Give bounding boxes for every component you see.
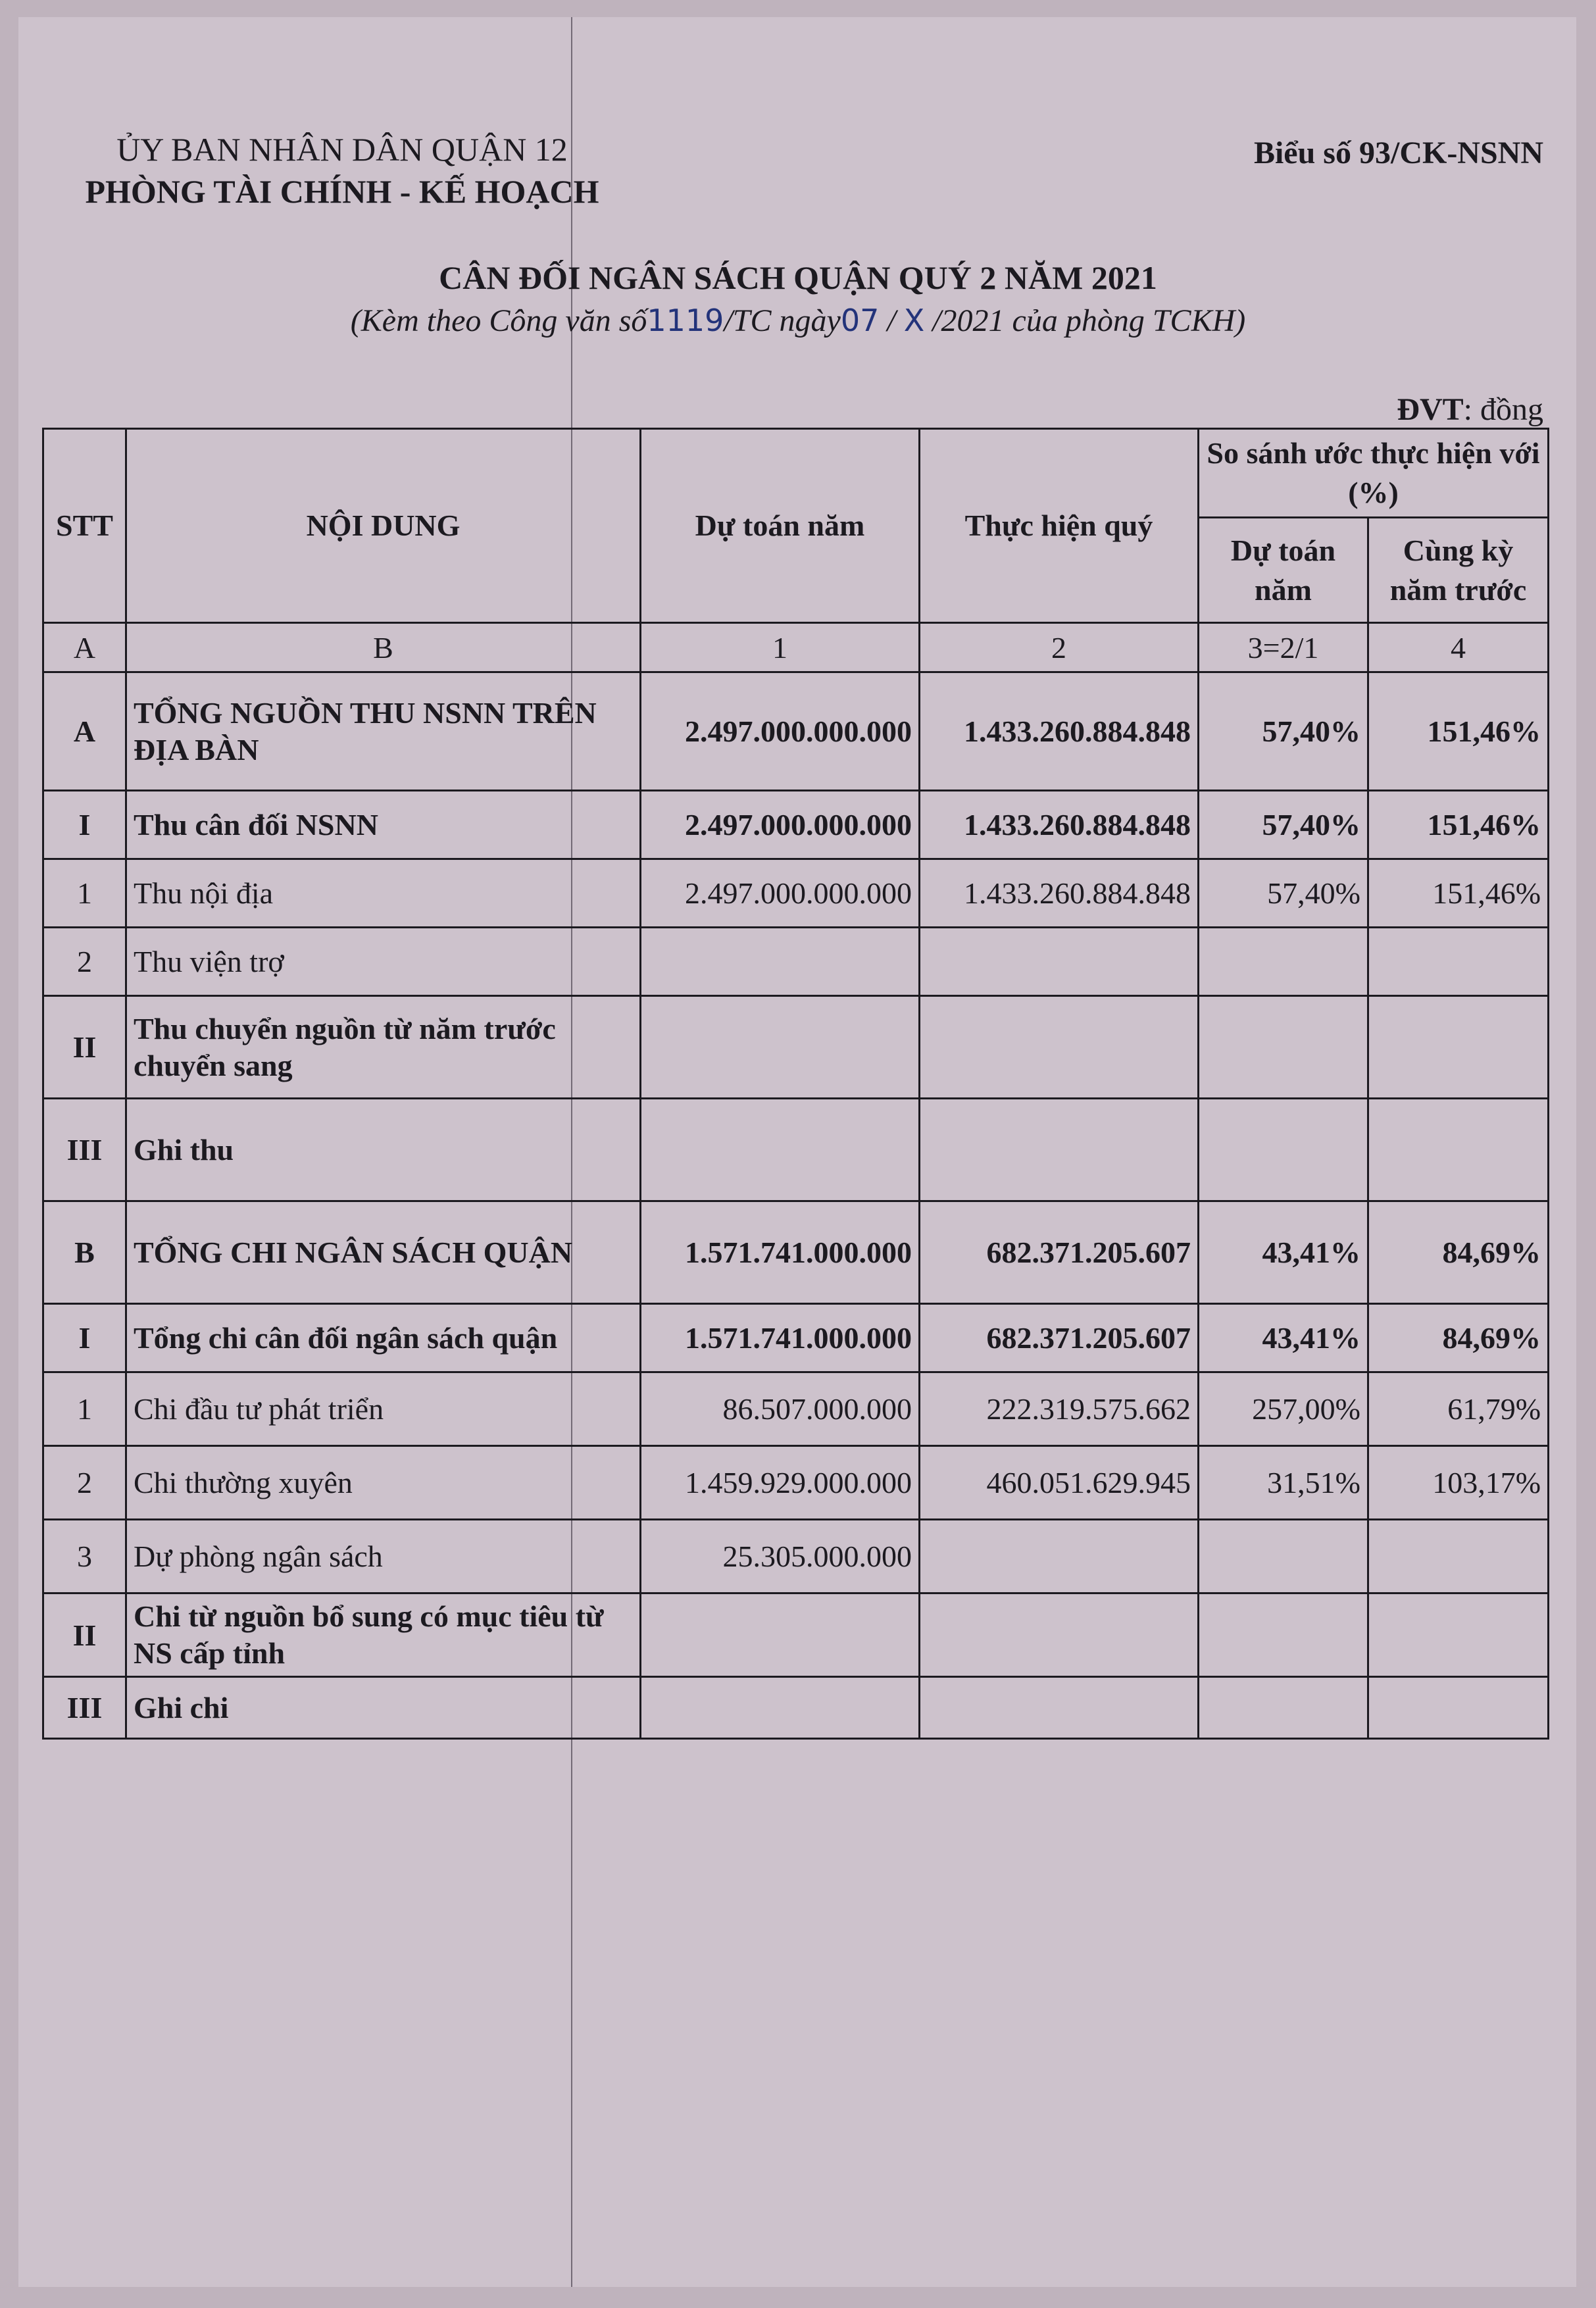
cell-content: Thu cân đối NSNN	[126, 791, 641, 859]
cell-pct-estimate	[1199, 1099, 1368, 1201]
cell-estimate	[641, 928, 920, 996]
cell-content: Chi đầu tư phát triển	[126, 1372, 641, 1446]
cell-pct-estimate	[1199, 928, 1368, 996]
unit-label	[1397, 391, 1543, 428]
cell-actual	[920, 928, 1199, 996]
cell-estimate: 25.305.000.000	[641, 1520, 920, 1593]
cell-estimate	[641, 1593, 920, 1677]
cell-pct-estimate	[1199, 1520, 1368, 1593]
cell-actual	[920, 1520, 1199, 1593]
budget-table	[42, 428, 1549, 1740]
table-row	[43, 1099, 1549, 1201]
column-code-row	[43, 623, 1549, 672]
cell-pct-estimate: 31,51%	[1199, 1446, 1368, 1520]
cell-pct-prior: 84,69%	[1368, 1201, 1549, 1304]
column-code: 3=2/1	[1199, 623, 1368, 672]
cell-pct-prior: 103,17%	[1368, 1446, 1549, 1520]
org-line-1: ỦY BAN NHÂN DÂN QUẬN 12	[116, 131, 568, 168]
cell-estimate: 1.459.929.000.000	[641, 1446, 920, 1520]
cell-pct-prior	[1368, 1677, 1549, 1739]
cell-pct-estimate: 257,00%	[1199, 1372, 1368, 1446]
column-code: 1	[641, 623, 920, 672]
cell-estimate: 1.571.741.000.000	[641, 1304, 920, 1372]
table-row	[43, 1520, 1549, 1593]
cell-stt: 1	[43, 859, 126, 928]
cell-pct-estimate: 43,41%	[1199, 1304, 1368, 1372]
cell-pct-estimate: 43,41%	[1199, 1201, 1368, 1304]
cell-pct-prior: 151,46%	[1368, 859, 1549, 928]
table-row	[43, 791, 1549, 859]
cell-actual	[920, 1677, 1199, 1739]
cell-actual	[920, 1099, 1199, 1201]
cell-pct-estimate: 57,40%	[1199, 859, 1368, 928]
cell-content: TỔNG CHI NGÂN SÁCH QUẬN	[126, 1201, 641, 1304]
table-row	[43, 859, 1549, 928]
handwritten-doc-number: 1119	[647, 303, 724, 338]
cell-actual: 1.433.260.884.848	[920, 859, 1199, 928]
header-vs-estimate: Dự toán năm	[1199, 518, 1368, 623]
column-code: 4	[1368, 623, 1549, 672]
cell-stt: 3	[43, 1520, 126, 1593]
cell-estimate	[641, 1677, 920, 1739]
cell-estimate: 2.497.000.000.000	[641, 672, 920, 791]
cell-pct-prior: 84,69%	[1368, 1304, 1549, 1372]
cell-content: Dự phòng ngân sách	[126, 1520, 641, 1593]
cell-pct-prior	[1368, 1593, 1549, 1677]
cell-estimate	[641, 1099, 920, 1201]
table-row	[43, 1372, 1549, 1446]
cell-estimate: 86.507.000.000	[641, 1372, 920, 1446]
cell-pct-estimate: 57,40%	[1199, 791, 1368, 859]
cell-actual	[920, 1593, 1199, 1677]
table-row	[43, 928, 1549, 996]
cell-pct-prior: 151,46%	[1368, 672, 1549, 791]
cell-stt: I	[43, 1304, 126, 1372]
handwritten-day: 07	[840, 303, 880, 338]
cell-actual	[920, 996, 1199, 1099]
cell-stt: I	[43, 791, 126, 859]
handwritten-month: X	[903, 303, 925, 338]
cell-pct-estimate	[1199, 1593, 1368, 1677]
cell-actual: 460.051.629.945	[920, 1446, 1199, 1520]
unit-label-value: : đồng	[1463, 392, 1543, 427]
cell-estimate: 2.497.000.000.000	[641, 859, 920, 928]
cell-content: Tổng chi cân đối ngân sách quận	[126, 1304, 641, 1372]
table-row	[43, 1677, 1549, 1739]
cell-content: Chi thường xuyên	[126, 1446, 641, 1520]
cell-estimate: 1.571.741.000.000	[641, 1201, 920, 1304]
document-title: CÂN ĐỐI NGÂN SÁCH QUẬN QUÝ 2 NĂM 2021	[439, 259, 1157, 296]
cell-stt: 1	[43, 1372, 126, 1446]
header-stt: STT	[43, 429, 126, 623]
cell-pct-estimate	[1199, 996, 1368, 1099]
table-row	[43, 1304, 1549, 1372]
cell-pct-prior: 151,46%	[1368, 791, 1549, 859]
cell-content: Ghi thu	[126, 1099, 641, 1201]
cell-stt: II	[43, 1593, 126, 1677]
cell-stt: B	[43, 1201, 126, 1304]
column-code: A	[43, 623, 126, 672]
header-actual: Thực hiện quý	[920, 429, 1199, 623]
org-line-2: PHÒNG TÀI CHÍNH - KẾ HOẠCH	[85, 173, 599, 210]
cell-pct-prior	[1368, 996, 1549, 1099]
document-subtitle	[0, 303, 1596, 339]
column-code: 2	[920, 623, 1199, 672]
cell-stt: III	[43, 1099, 126, 1201]
cell-actual: 1.433.260.884.848	[920, 672, 1199, 791]
cell-stt: 2	[43, 1446, 126, 1520]
header-vs-prior: Cùng kỳ năm trước	[1368, 518, 1549, 623]
subtitle-part-3: /2021 của phòng TCKH)	[924, 303, 1246, 338]
table-row	[43, 996, 1549, 1099]
table-row	[43, 1446, 1549, 1520]
subtitle-separator: /	[879, 303, 904, 338]
cell-content: Ghi chi	[126, 1677, 641, 1739]
cell-pct-prior	[1368, 1099, 1549, 1201]
cell-actual: 682.371.205.607	[920, 1304, 1199, 1372]
issuing-organization	[79, 128, 605, 213]
cell-pct-prior	[1368, 1520, 1549, 1593]
table-row	[43, 672, 1549, 791]
cell-estimate	[641, 996, 920, 1099]
cell-stt: 2	[43, 928, 126, 996]
cell-stt: II	[43, 996, 126, 1099]
cell-actual: 1.433.260.884.848	[920, 791, 1199, 859]
cell-actual: 222.319.575.662	[920, 1372, 1199, 1446]
table-row	[43, 1593, 1549, 1677]
cell-stt: A	[43, 672, 126, 791]
unit-label-key: ĐVT	[1397, 392, 1464, 427]
subtitle-part-1: (Kèm theo Công văn số	[350, 303, 647, 338]
header-content: NỘI DUNG	[126, 429, 641, 623]
cell-content: Thu viện trợ	[126, 928, 641, 996]
cell-content: Chi từ nguồn bổ sung có mục tiêu từ NS cấp tỉnh	[126, 1593, 641, 1677]
cell-estimate: 2.497.000.000.000	[641, 791, 920, 859]
cell-stt: III	[43, 1677, 126, 1739]
cell-pct-estimate	[1199, 1677, 1368, 1739]
header-compare: So sánh ước thực hiện với (%)	[1199, 429, 1549, 518]
cell-content: TỔNG NGUỒN THU NSNN TRÊN ĐỊA BÀN	[126, 672, 641, 791]
cell-pct-estimate: 57,40%	[1199, 672, 1368, 791]
header-estimate: Dự toán năm	[641, 429, 920, 623]
column-code: B	[126, 623, 641, 672]
table-row	[43, 1201, 1549, 1304]
cell-pct-prior	[1368, 928, 1549, 996]
form-number: Biểu số 93/CK-NSNN	[1253, 136, 1543, 170]
subtitle-part-2: /TC ngày	[724, 303, 841, 338]
cell-actual: 682.371.205.607	[920, 1201, 1199, 1304]
cell-pct-prior: 61,79%	[1368, 1372, 1549, 1446]
cell-content: Thu nội địa	[126, 859, 641, 928]
cell-content: Thu chuyển nguồn từ năm trước chuyển sang	[126, 996, 641, 1099]
